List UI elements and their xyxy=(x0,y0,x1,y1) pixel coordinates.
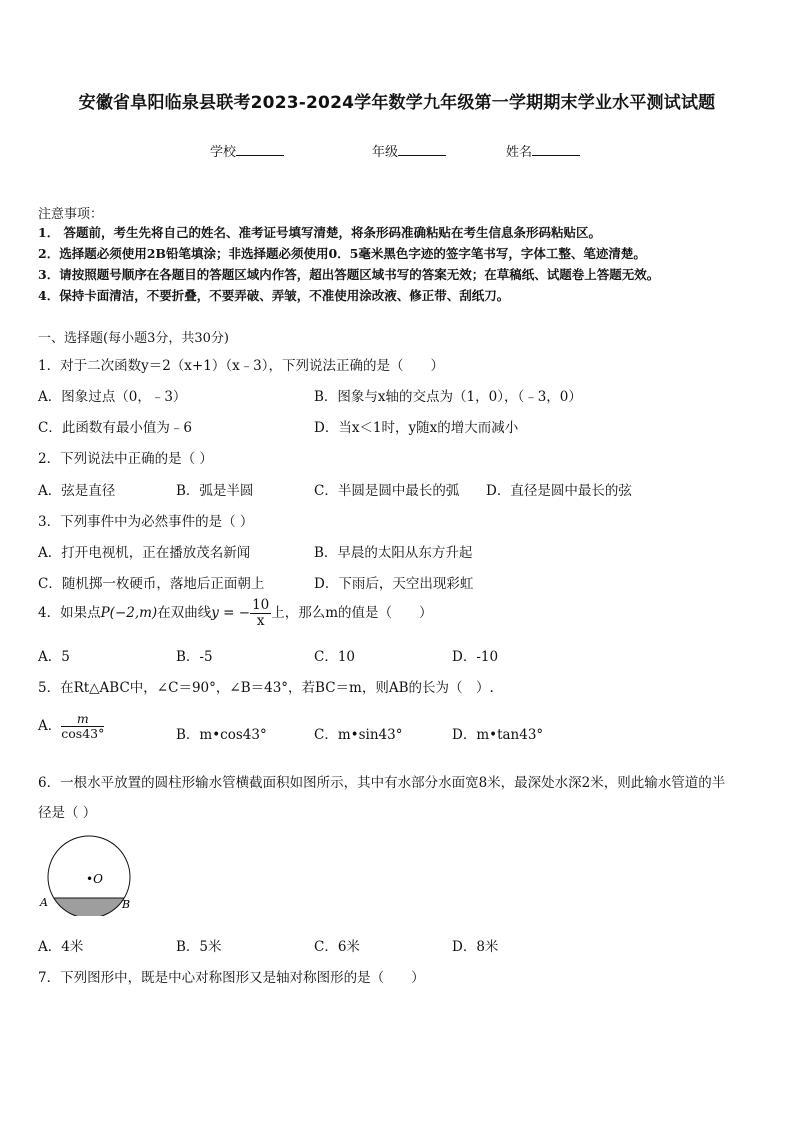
question-3-option-c: C．随机掷一枚硬币，落地后正面朝上 xyxy=(38,576,265,592)
question-5-option-a-den: cos43° xyxy=(61,725,105,741)
question-4-option-c: C．10 xyxy=(314,649,356,665)
school-field xyxy=(210,141,284,160)
exam-title: 安徽省阜阳临泉县联考2023-2024学年数学九年级第一学期期末学业水平测试试题 xyxy=(78,93,716,113)
question-5-option-a-fraction xyxy=(61,712,104,741)
notice-item-2: 2．选择题必须使用2B铅笔填涂；非选择题必须使用0．5毫米黑色字迹的签字笔书写，字体工整、笔迹清楚。 xyxy=(38,246,646,261)
question-2-option-b: B．弧是半圆 xyxy=(176,483,254,499)
question-4-option-a: A．5 xyxy=(38,649,70,665)
question-4-lhs: y = − xyxy=(211,604,251,621)
name-blank xyxy=(532,143,580,156)
question-6-stem-line-1: 6．一根水平放置的圆柱形输水管横截面积如图所示，其中有水部分水面宽8米，最深处水深2米，则此输水管道的半 xyxy=(38,775,726,791)
notice-heading: 注意事项： xyxy=(38,207,104,222)
question-6-stem-line-2: 径是（ ） xyxy=(38,805,97,821)
question-4-option-b: B．-5 xyxy=(176,649,213,665)
question-4-middle: 在双曲线 xyxy=(157,604,212,621)
question-5-stem: 5．在Rt△ABC中，∠C＝90°，∠B＝43°，若BC＝m，则AB的长为（ ）. xyxy=(38,680,494,696)
question-6-option-d: D．8米 xyxy=(452,939,499,955)
water-segment xyxy=(54,898,125,916)
school-label: 学校 xyxy=(210,145,237,160)
question-1-option-a: A．图象过点（0，﹣3） xyxy=(38,389,187,405)
center-label: •O xyxy=(86,872,103,886)
name-label: 姓名 xyxy=(506,145,533,160)
question-4-point: P(−2,m) xyxy=(100,604,158,621)
question-6-option-b: B．5米 xyxy=(176,939,222,955)
question-1-option-d: D．当x＜1时，y随x的增大而减小 xyxy=(314,420,519,436)
question-3-option-b: B．早晨的太阳从东方升起 xyxy=(314,545,473,561)
question-4-suffix: 上，那么m的值是（ ） xyxy=(271,604,433,621)
name-field xyxy=(506,141,580,160)
pipe-cross-section-figure xyxy=(36,826,146,916)
question-4-stem xyxy=(38,598,433,629)
notice-item-4: 4．保持卡面清洁，不要折叠，不要弄破、弄皱，不准使用涂改液、修正带、刮纸刀。 xyxy=(38,288,510,303)
notice-item-1: 1． 答题前，考生先将自己的姓名、准考证号填写清楚，将条形码准确粘贴在考生信息条形码粘贴区。 xyxy=(38,225,602,240)
question-5-option-d: D．m•tan43° xyxy=(452,727,544,743)
question-6-option-c: C．6米 xyxy=(314,939,360,955)
grade-blank xyxy=(398,143,446,156)
question-2-option-a: A．弦是直径 xyxy=(38,483,116,499)
question-5-option-a-label: A． xyxy=(38,717,62,734)
question-3-option-a: A．打开电视机，正在播放茂名新闻 xyxy=(38,545,251,561)
question-5-option-c: C．m•sin43° xyxy=(314,727,403,743)
notice-item-3: 3．请按照题号顺序在各题目的答题区域内作答，超出答题区域书写的答案无效；在草稿纸、试题卷上答题无效。 xyxy=(38,267,660,282)
question-4-option-d: D．-10 xyxy=(452,649,499,665)
section-heading: 一、选择题(每小题3分，共30分) xyxy=(38,331,229,346)
school-blank xyxy=(236,143,284,156)
question-5-option-b: B．m•cos43° xyxy=(176,727,267,743)
question-2-stem: 2．下列说法中正确的是（ ） xyxy=(38,451,213,467)
grade-label: 年级 xyxy=(372,145,399,160)
question-4-fraction-den: x xyxy=(256,612,265,629)
question-2-option-c: C．半圆是圆中最长的弧 xyxy=(314,483,460,499)
question-1-stem: 1．对于二次函数y＝2（x+1）（x﹣3），下列说法正确的是（ ） xyxy=(38,358,445,374)
grade-field xyxy=(372,141,446,160)
question-4-fraction xyxy=(250,598,271,629)
question-5-option-a-num: m xyxy=(61,712,104,727)
point-a-label: A xyxy=(40,896,48,909)
point-b-label: B xyxy=(122,898,131,911)
question-4-prefix: 4．如果点 xyxy=(38,604,101,621)
question-3-option-d: D．下雨后，天空出现彩虹 xyxy=(314,576,474,592)
question-1-option-c: C．此函数有最小值为﹣6 xyxy=(38,420,192,436)
question-3-stem: 3．下列事件中为必然事件的是（ ） xyxy=(38,514,254,530)
question-2-option-d: D．直径是圆中最长的弦 xyxy=(486,483,632,499)
question-4-fraction-num: 10 xyxy=(252,597,270,613)
question-5-option-a xyxy=(38,712,104,741)
question-6-option-a: A．4米 xyxy=(38,939,84,955)
question-1-option-b: B．图象与x轴的交点为（1，0），（﹣3，0） xyxy=(314,389,582,405)
question-7-stem: 7．下列图形中，既是中心对称图形又是轴对称图形的是（ ） xyxy=(38,970,425,986)
